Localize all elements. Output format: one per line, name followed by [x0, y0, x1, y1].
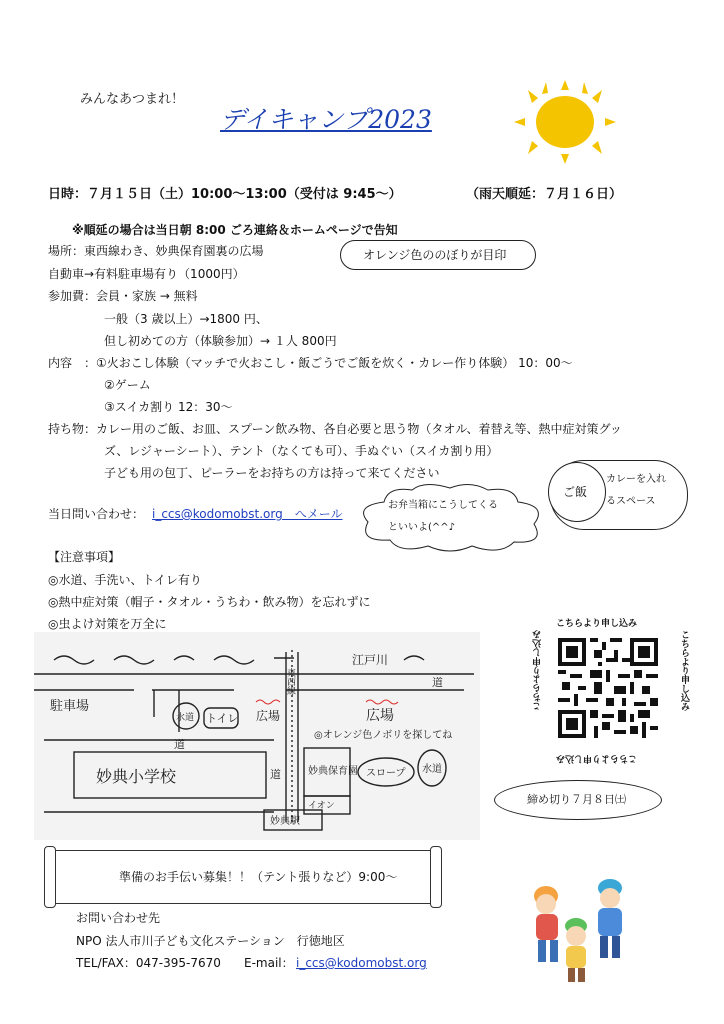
notes-heading: 【注意事項】 [48, 550, 121, 564]
contact-day-label: 当日問い合わせ： [48, 507, 145, 521]
hiking-kids-illustration [510, 874, 640, 984]
venue-map [34, 632, 480, 840]
postpone-note: ※順延の場合は当日朝 8:00 ごろ連絡＆ホームページで告知 [72, 223, 398, 237]
map-label-plaza-small: 広場 [256, 709, 281, 723]
rain-date: （雨天順延：７月１６日） [466, 187, 623, 202]
qr-caption-left: こちらより申し込み [533, 630, 543, 711]
contact-email-label: E-mail： [244, 956, 294, 970]
lunchbox-cloud [354, 482, 550, 554]
notes-item: ◎水道、手洗い、トイレ有り [48, 573, 202, 587]
map-label-road-side: 道 [270, 768, 281, 781]
contact-org: NPO 法人市川子ども文化ステーション 行徳地区 [76, 934, 345, 948]
map-label-aeon: イオン [308, 801, 335, 811]
map-label-water: 水道 [422, 764, 442, 775]
scroll-right-roll [430, 846, 442, 908]
qr-block[interactable] [532, 616, 689, 764]
contact-email-link[interactable]: i_ccs@kodomobst.org [296, 956, 427, 970]
qr-caption-bottom: こちらより申し込み [556, 753, 638, 763]
map-label-line: 東西線 [285, 668, 295, 695]
scroll-left-roll [44, 846, 56, 908]
map-label-nursery: 妙典保育園 [308, 766, 358, 777]
deadline-bubble [494, 780, 662, 820]
map-label-road-mid: 道 [174, 738, 185, 751]
map-label-road-top: 道 [432, 676, 443, 689]
curry-note-2: るスペース [606, 496, 656, 507]
qr-caption-right: こちらより申し込み [679, 630, 689, 711]
date-line: 日時：７月１５日（土）10:00～13:00（受付は 9:45～） [48, 187, 402, 202]
content-2: ②ゲーム [104, 378, 151, 392]
flag-note-bubble [340, 240, 536, 270]
contact-heading: お問い合わせ先 [76, 911, 161, 925]
lunchbox-note-1: お弁当箱にこうしてくる [388, 500, 498, 511]
place-line: 場所：東西線わき、妙典保育園裏の広場 [48, 244, 264, 258]
rice-label: ご飯 [563, 485, 588, 499]
lunchbox-note-2: といいよ(^^♪ [388, 522, 456, 533]
items-line-2: ズ、レジャーシート）、テント（なくても可）、手ぬぐい（スイカ割り用） [104, 444, 499, 458]
map-label-station: 妙典駅 [270, 816, 300, 827]
map-label-plaza-big: 広場 [366, 708, 394, 724]
map-label-toilet: トイレ [206, 712, 239, 725]
notes-item: ◎熱中症対策（帽子・タオル・うちわ・飲み物）を忘れずに [48, 595, 371, 609]
notes-item: ◎虫よけ対策を万全に [48, 617, 167, 631]
map-label-water-small: 水道 [176, 713, 195, 723]
deadline-text: 締め切り７月８日㈯ [527, 793, 626, 806]
sun-icon [508, 78, 622, 164]
contact-tel: TEL/FAX：047-395-7670 [76, 956, 221, 970]
fee-member: 参加費：会員・家族 → 無料 [48, 289, 198, 303]
map-label-edogawa: 江戸川 [352, 653, 389, 667]
fee-first: 但し初めての方（体験参加）→ １人 800円 [104, 334, 337, 348]
qr-caption-top: こちらより申し込み [556, 619, 638, 629]
volunteer-banner [48, 850, 438, 904]
items-line-3: 子ども用の包丁、ピーラーをお持ちの方は持って来てください [104, 466, 440, 480]
flag-note: オレンジ色ののぼりが目印 [363, 248, 507, 262]
volunteer-text: 準備のお手伝い募集！！（テント張りなど）9:00～ [119, 870, 398, 884]
map-label-parking: 駐車場 [50, 699, 90, 714]
contact-day-email-link[interactable]: i_ccs@kodomobst.org へメール [152, 507, 343, 521]
map-label-slope: スロープ [366, 768, 406, 779]
map-label-banner-note: ◎オレンジ色ノボリを探してね [314, 730, 453, 741]
content-3: ③スイカ割り 12：30～ [104, 400, 233, 414]
parking-line: 自動車→有料駐車場有り（1000円） [48, 267, 245, 281]
tagline: みんなあつまれ！ [80, 92, 185, 107]
content-1: 内容 ：①火おこし体験（マッチで火おこし・飯ごうでご飯を炊く・カレー作り体験） 10：00～ [48, 356, 573, 370]
map-label-school: 妙典小学校 [96, 767, 177, 786]
items-line-1: 持ち物：カレー用のご飯、お皿、スプーン飲み物、各自必要と思う物（タオル、着替え等、熱中症対策グッ [48, 422, 622, 436]
fee-general: 一般（3 歳以上）→1800 円、 [104, 312, 268, 326]
curry-note-1: カレーを入れ [606, 474, 666, 485]
qr-code-icon[interactable] [558, 638, 658, 738]
page-title: デイキャンプ2023 [220, 105, 432, 134]
